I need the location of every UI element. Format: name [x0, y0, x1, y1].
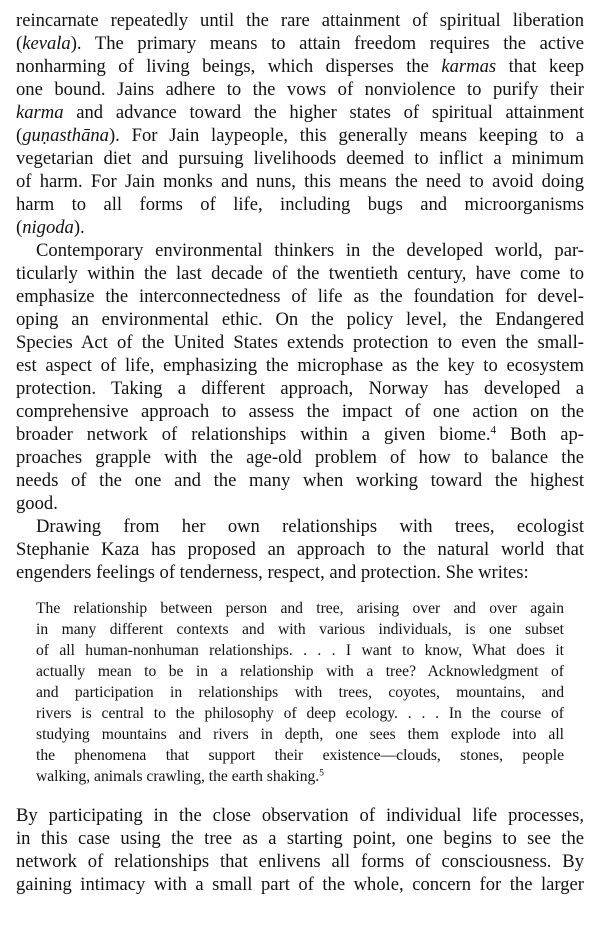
block-quote-line: rivers is central to the philosophy of deep ecology. . . . In the course of — [36, 705, 564, 722]
block-quote-line-with-footnote — [36, 766, 564, 787]
text-line: network of relationships that enlivens all forms of consciousness. By — [16, 851, 584, 872]
block-quote-line: the phenomena that support their existence—clouds, stones, people — [36, 747, 564, 764]
block-quote-line: in many different contexts and with various individuals, is one subset — [36, 621, 564, 638]
text-line: gaining intimacy with a small part of the whole, concern for the larger — [16, 874, 584, 895]
block-quote-line: of all human-nonhuman relationships. . . . I want to know, What does it — [36, 642, 564, 659]
text-line: comprehensive approach to assess the impact of one action on the — [16, 401, 584, 422]
text-line-with-footnote — [16, 423, 584, 446]
text-line: harm to all forms of life, including bugs and microorganisms — [16, 194, 584, 215]
text-line: karma and advance toward the higher states of spiritual attainment — [16, 102, 584, 123]
text-line: needs of the one and the many when working toward the highest — [16, 470, 584, 491]
text-line: (guṇasthāna). For Jain laypeople, this generally means keeping to a — [16, 125, 584, 146]
block-quote-line: and participation in relationships with trees, coyotes, mountains, and — [36, 684, 564, 701]
text-line: good. — [16, 493, 58, 514]
text-line: in this case using the tree as a starting point, one begins to see the — [16, 828, 584, 849]
text-line: of harm. For Jain monks and nuns, this means the need to avoid doing — [16, 171, 584, 192]
text-line: ticularly within the last decade of the twentieth century, have come to — [16, 263, 584, 284]
text-line: (nigoda). — [16, 217, 85, 238]
text-line: est aspect of life, emphasizing the microphase as the key to ecosystem — [16, 355, 584, 376]
text-line: Drawing from her own relationships with trees, ecologist — [36, 516, 584, 537]
footnote-marker-4: 4 — [490, 424, 497, 437]
text-line: oping an environmental ethic. On the policy level, the Endangered — [16, 309, 584, 330]
text-line: Contemporary environmental thinkers in the developed world, par- — [36, 240, 584, 261]
text-line: By participating in the close observation of individual life processes, — [16, 805, 584, 826]
text-line: engenders feelings of tenderness, respect, and protection. She writes: — [16, 562, 529, 583]
text-line: nonharming of living beings, which disperses the karmas that keep — [16, 56, 584, 77]
line-text: broader network of relationships within a given biome. — [16, 424, 491, 445]
text-line: (kevala). The primary means to attain freedom requires the active — [16, 33, 584, 54]
block-quote-line: actually mean to be in a relationship with a tree? Acknowledgment of — [36, 663, 564, 680]
text-line: vegetarian diet and pursuing livelihoods deemed to inflict a minimum — [16, 148, 584, 169]
footnote-marker-5: 5 — [319, 768, 324, 779]
text-line: protection. Taking a different approach, Norway has developed a — [16, 378, 584, 399]
line-text: walking, animals crawling, the earth shaking. — [36, 768, 320, 785]
text-line: Stephanie Kaza has proposed an approach to the natural world that — [16, 539, 584, 560]
text-line: one bound. Jains adhere to the vows of nonviolence to purify their — [16, 79, 584, 100]
text-line: reincarnate repeatedly until the rare attainment of spiritual liberation — [16, 10, 584, 31]
block-quote-line: studying mountains and rivers in depth, one sees them explode into all — [36, 726, 564, 743]
text-line: emphasize the interconnectedness of life as the foundation for devel- — [16, 286, 584, 307]
text-line: proaches grapple with the age-old problem of how to balance the — [16, 447, 584, 468]
line-text: Both ap- — [496, 424, 585, 445]
text-line: Species Act of the United States extends protection to even the small- — [16, 332, 584, 353]
block-quote-line: The relationship between person and tree, arising over and over again — [36, 600, 564, 617]
